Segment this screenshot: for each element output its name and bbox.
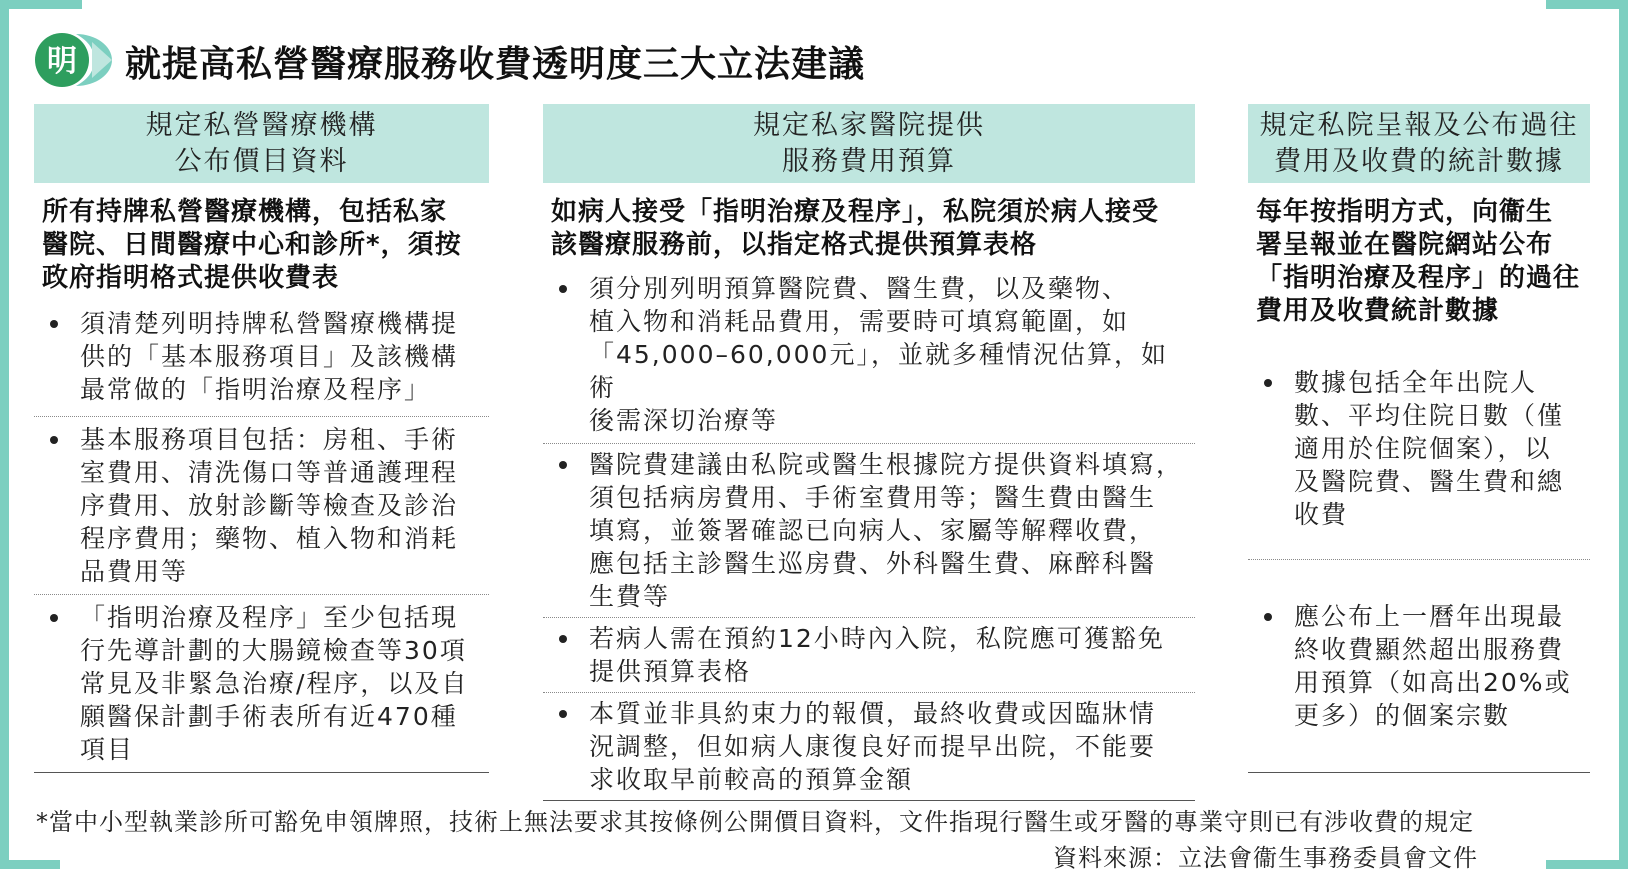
list-item: 須清楚列明持牌私營醫療機構提 供的「基本服務項目」及該機構 最常做的「指明治療及程序」 (34, 295, 489, 416)
bullet-dot (1264, 613, 1272, 621)
bullet-dot (559, 461, 567, 469)
logo-char: 明 (47, 44, 77, 79)
column-bottom-rule (1248, 772, 1590, 773)
frame-corner-bottom-right (1546, 860, 1628, 869)
frame-corner-top-left (0, 0, 82, 9)
list-item: 基本服務項目包括：房租、手術 室費用、清洗傷口等普通護理程 序費用、放射診斷等檢查及診治 程序費用；藥物、植入物和消耗 品費用等 (34, 417, 489, 594)
list-item: 「指明治療及程序」至少包括現 行先導計劃的大腸鏡檢查等30項 常見及非緊急治療/程序，以及自 願醫保計劃手術表所有近470種 項目 (34, 595, 489, 772)
bullet-dot (559, 635, 567, 643)
column-header: 規定私家醫院提供 服務費用預算 (543, 104, 1195, 183)
column-bottom-rule (34, 772, 489, 773)
column-budget (543, 104, 1195, 801)
list-item: 醫院費建議由私院或醫生根據院方提供資料填寫， 須包括病房費用、手術室費用等；醫生費由醫生 填寫，並簽署確認已向病人、家屬等解釋收費， 應包括主診醫生巡房費、外科醫生費、麻醉科醫 生費等 (543, 444, 1195, 617)
column-lead: 如病人接受「指明治療及程序」，私院須於病人接受 該醫療服務前，以指定格式提供預算表格 (551, 197, 1160, 260)
frame-corner-right-edge (1619, 0, 1628, 869)
frame-corner-bottom-left (0, 860, 60, 869)
column-statistics (1248, 104, 1590, 773)
frame-corner-top-right (1546, 0, 1628, 9)
footnote: *當中小型執業診所可豁免申領牌照，技術上無法要求其按條例公開價目資料，文件指現行醫生或牙醫的專業守則已有涉收費的規定 (36, 808, 1474, 836)
column-header: 規定私營醫療機構 公布價目資料 (34, 104, 489, 183)
bullet-dot (50, 436, 58, 444)
column-bottom-rule (543, 800, 1195, 801)
bullet-dot (559, 285, 567, 293)
list-item: 須分別列明預算醫院費、醫生費，以及藥物、 植入物和消耗品費用，需要時可填寫範圍，如 「45,000–60,000元」，並就多種情況估算，如術 後需深切治療等 (543, 262, 1195, 443)
list-item: 若病人需在預約12小時內入院，私院應可獲豁免 提供預算表格 (543, 618, 1195, 692)
column-lead: 所有持牌私營醫療機構，包括私家 醫院、日間醫療中心和診所*，須按 政府指明格式提供收費表 (42, 197, 462, 293)
list-item: 應公布上一曆年出現最 終收費顯然超出服務費 用預算（如高出20%或 更多）的個案宗數 (1248, 560, 1590, 772)
bullet-list (34, 295, 489, 773)
ming-pao-logo (32, 30, 116, 90)
bullet-list (543, 262, 1195, 801)
bullet-dot (559, 710, 567, 718)
list-item: 數據包括全年出院人 數、平均住院日數（僅 適用於住院個案），以 及醫院費、醫生費和總 收費 (1248, 328, 1590, 559)
column-header: 規定私院呈報及公布過往 費用及收費的統計數據 (1248, 104, 1590, 183)
page-title: 就提高私營醫療服務收費透明度三大立法建議 (125, 44, 866, 85)
frame-corner-left-edge (0, 0, 9, 869)
bullet-dot (50, 614, 58, 622)
bullet-dot (1264, 379, 1272, 387)
source-credit: 資料來源：立法會衞生事務委員會文件 (1053, 844, 1478, 872)
column-lead: 每年按指明方式，向衞生 署呈報並在醫院網站公布 「指明治療及程序」的過往 費用及收費統計數據 (1256, 197, 1581, 326)
list-item: 本質並非具約束力的報價，最終收費或因臨牀情 況調整，但如病人康復良好而提早出院，不能要 求收取早前較高的預算金額 (543, 693, 1195, 800)
column-price-list (34, 104, 489, 773)
bullet-dot (50, 320, 58, 328)
bullet-list (1248, 328, 1590, 773)
